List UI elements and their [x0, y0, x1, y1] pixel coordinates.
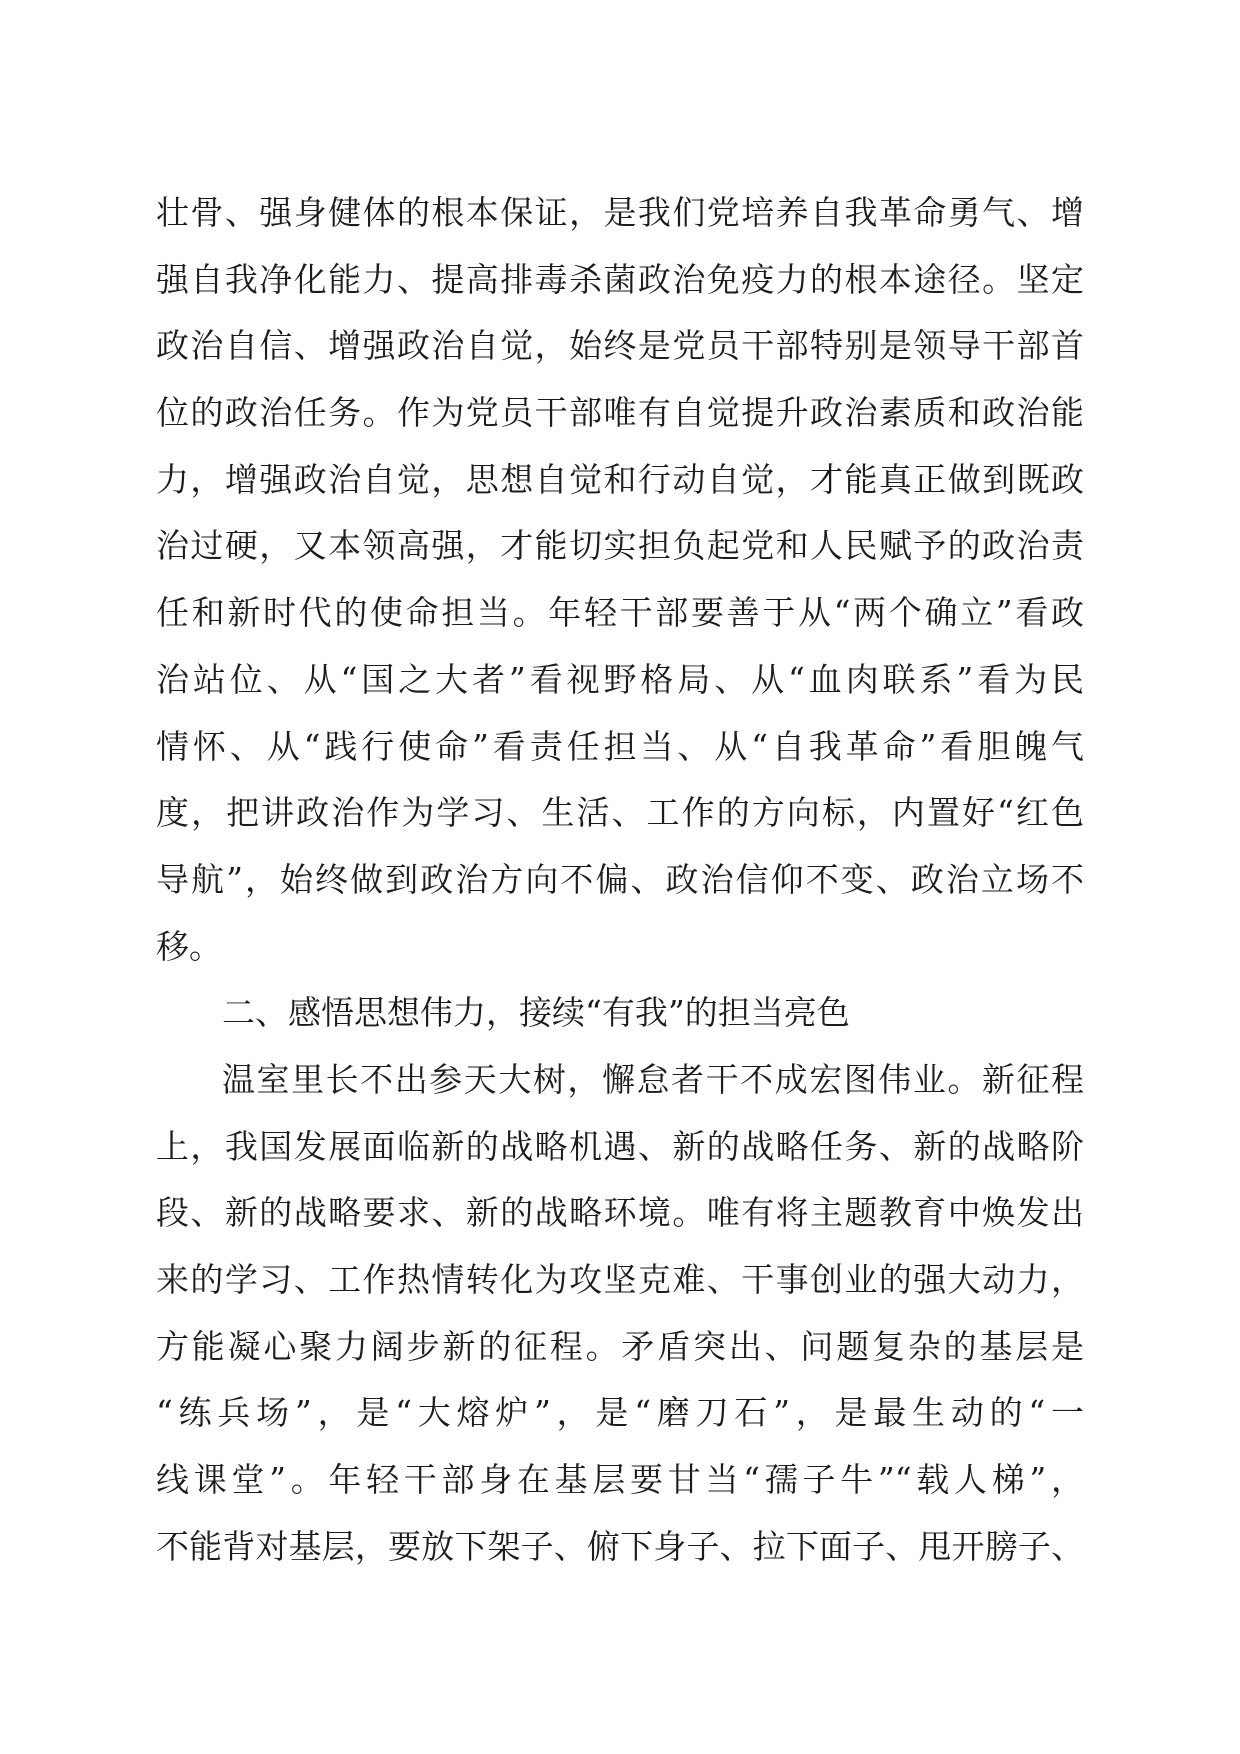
text-line: 线课堂”。年轻干部身在基层要甘当“孺子牛”“载人梯”， [156, 1460, 1084, 1500]
text-line: 壮骨、强身健体的根本保证，是我们党培养自我革命勇气、增 [156, 193, 1084, 232]
text-line: 导航”，始终做到政治方向不偏、政治信仰不变、政治立场不 [156, 859, 1084, 899]
text-line: “练兵场”，是“大熔炉”，是“磨刀石”，是最生动的“一 [156, 1393, 1084, 1433]
text-line: 任和新时代的使命担当。年轻干部要善于从“两个确立”看政 [156, 593, 1084, 633]
text-line: 治过硬，又本领高强，才能切实担负起党和人民赋予的政治责 [156, 526, 1084, 566]
text-line: 方能凝心聚力阔步新的征程。矛盾突出、问题复杂的基层是 [156, 1326, 1084, 1366]
text-line: 上，我国发展面临新的战略机遇、新的战略任务、新的战略阶 [156, 1126, 1084, 1166]
text-line: 位的政治任务。作为党员干部唯有自觉提升政治素质和政治能 [156, 393, 1084, 433]
text-line: 强自我净化能力、提高排毒杀菌政治免疫力的根本途径。坚定 [156, 259, 1084, 299]
text-line: 治站位、从“国之大者”看视野格局、从“血肉联系”看为民 [156, 659, 1084, 699]
text-line: 移。 [156, 926, 222, 966]
text-line: 情怀、从“践行使命”看责任担当、从“自我革命”看胆魄气 [156, 726, 1084, 766]
text-line: 来的学习、工作热情转化为攻坚克难、干事创业的强大动力， [156, 1260, 1084, 1299]
text-line: 不能背对基层，要放下架子、俯下身子、拉下面子、甩开膀子、 [156, 1526, 1084, 1566]
body-text [156, 180, 1084, 1580]
text-line: 段、新的战略要求、新的战略环境。唯有将主题教育中焕发出 [156, 1193, 1084, 1233]
section-heading: 二、感悟思想伟力，接续“有我”的担当亮色 [222, 993, 850, 1033]
text-line: 政治自信、增强政治自觉，始终是党员干部特别是领导干部首 [156, 326, 1084, 366]
text-line: 温室里长不出参天大树，懈怠者干不成宏图伟业。新征程 [222, 1059, 1084, 1099]
text-line: 力，增强政治自觉，思想自觉和行动自觉，才能真正做到既政 [156, 459, 1084, 499]
text-line: 度，把讲政治作为学习、生活、工作的方向标，内置好“红色 [156, 793, 1084, 833]
